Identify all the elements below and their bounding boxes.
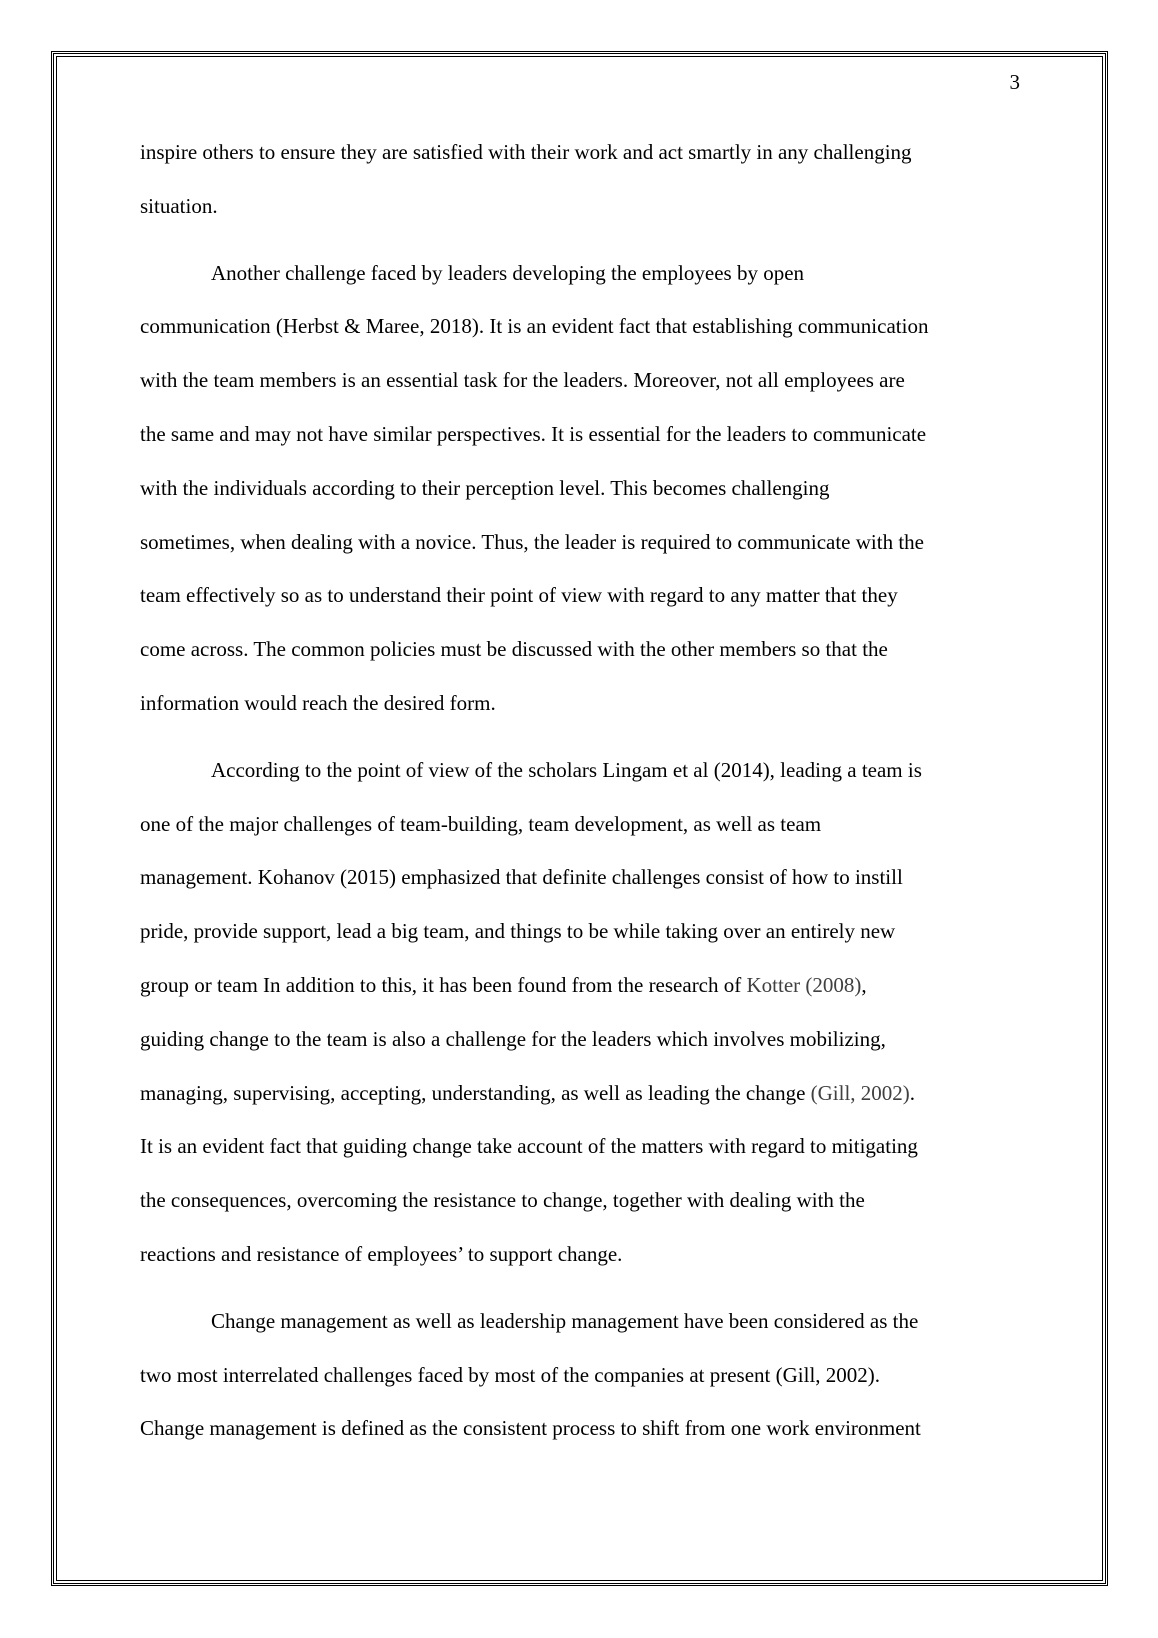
text-segment: , — [861, 972, 867, 997]
text-segment: . — [909, 1080, 916, 1105]
paragraph-2 — [140, 247, 1026, 731]
text-line — [140, 1081, 915, 1105]
text-segment: group or team In addition to this, it has been found from the research of — [140, 972, 747, 997]
text-line: reactions and resistance of employees’ to support change. — [140, 1241, 623, 1266]
text-line: inspire others to ensure they are satisfied with their work and act smartly in any challenging — [140, 140, 912, 164]
text-line: two most interrelated challenges faced by most of the companies at present (Gill, 2002). — [140, 1362, 881, 1387]
text-line — [140, 973, 867, 997]
text-line: with the team members is an essential task for the leaders. Moreover, not all employees are — [140, 368, 905, 393]
paragraph-1 — [140, 126, 1026, 234]
citation: Kotter (2008) — [746, 972, 862, 997]
text-line: Change management is defined as the consistent process to shift from one work environment — [140, 1416, 921, 1441]
text-line: pride, provide support, lead a big team, and things to be while taking over an entirely new — [140, 919, 896, 944]
text-line: team effectively so as to understand their point of view with regard to any matter that they — [140, 583, 898, 608]
citation: (Gill, 2002) — [810, 1080, 910, 1105]
text-line: Another challenge faced by leaders developing the employees by open — [211, 260, 805, 285]
paragraph-3 — [140, 744, 1026, 1282]
text-line: with the individuals according to their perception level. This becomes challenging — [140, 475, 830, 500]
text-line: come across. The common policies must be discussed with the other members so that the — [140, 637, 888, 662]
text-line: situation. — [140, 193, 218, 218]
text-line: Change management as well as leadership management have been considered as the — [211, 1308, 919, 1333]
text-line: It is an evident fact that guiding change take account of the matters with regard to mitigating — [140, 1134, 918, 1159]
text-line: the consequences, overcoming the resistance to change, together with dealing with the — [140, 1188, 865, 1213]
page-number: 3 — [1009, 70, 1020, 94]
text-line: sometimes, when dealing with a novice. Thus, the leader is required to communicate with the — [140, 529, 924, 554]
text-line: the same and may not have similar perspectives. It is essential for the leaders to communicate — [140, 421, 927, 446]
text-line: one of the major challenges of team-building, team development, as well as team — [140, 811, 822, 836]
text-line: guiding change to the team is also a challenge for the leaders which involves mobilizing, — [140, 1026, 886, 1051]
text-line: information would reach the desired form. — [140, 690, 496, 715]
paragraph-4 — [140, 1295, 1026, 1456]
text-line: communication (Herbst & Maree, 2018). It is an evident fact that establishing communication — [140, 314, 929, 339]
text-line: According to the point of view of the scholars Lingam et al (2014), leading a team is — [211, 757, 922, 782]
text-line: management. Kohanov (2015) emphasized that definite challenges consist of how to instill — [140, 865, 903, 890]
document-body — [140, 126, 1026, 1469]
text-segment: managing, supervising, accepting, understanding, as well as leading the change — [140, 1080, 811, 1105]
